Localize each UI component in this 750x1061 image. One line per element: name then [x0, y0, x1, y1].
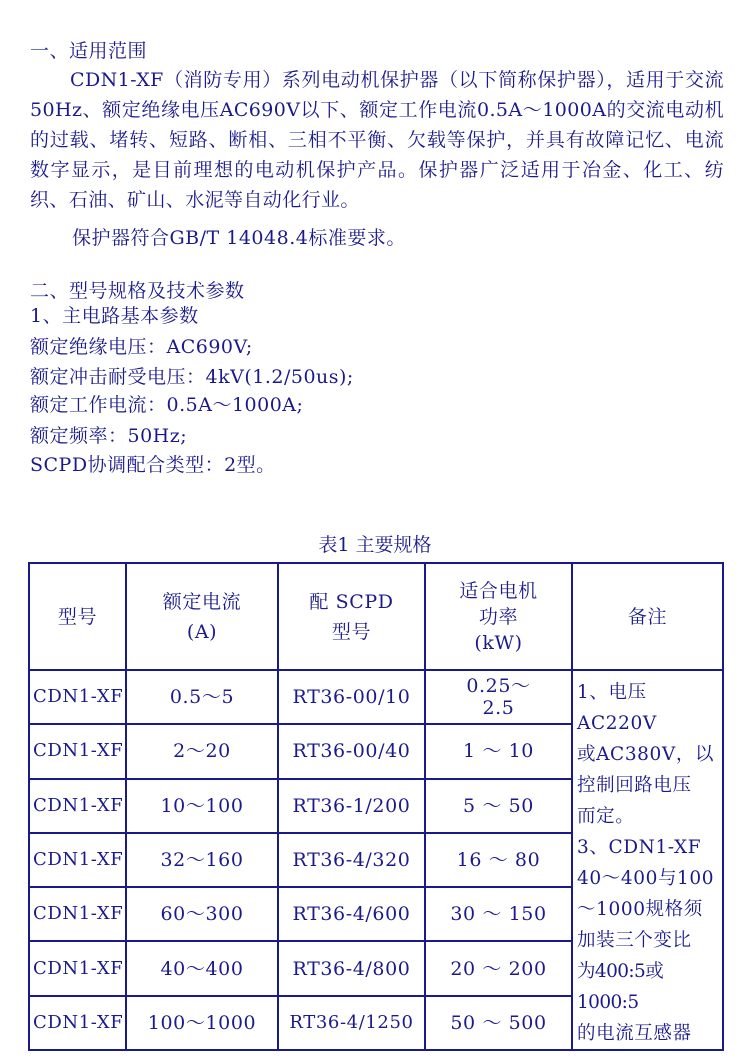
cell-current: 60～300	[126, 887, 278, 941]
note-line: 的电流互感器	[577, 1023, 692, 1044]
cell-model: CDN1-XF	[29, 941, 126, 995]
cell-power-line1: 0.25～	[466, 675, 531, 698]
note-line: 3、CDN1-XF	[577, 837, 702, 858]
header-scpd-model: 型号	[331, 620, 372, 643]
section1-heading: 一、适用范围	[30, 40, 148, 62]
header-rated-current-unit: (A)	[186, 620, 218, 643]
cell-current: 10～100	[126, 779, 278, 833]
header-note: 备注	[572, 563, 723, 670]
cell-scpd: RT36-4/600	[278, 887, 425, 941]
section1-standard-note: 保护器符合GB/T 14048.4标准要求。	[72, 227, 406, 249]
cell-scpd: RT36-00/40	[278, 724, 425, 778]
header-scpd	[278, 563, 425, 670]
cell-current: 0.5～5	[126, 670, 278, 724]
cell-model: CDN1-XF	[29, 670, 126, 724]
cell-power: 1 ～ 10	[425, 724, 572, 778]
note-line: ～1000规格须	[577, 899, 703, 920]
cell-power: 20 ～ 200	[425, 941, 572, 995]
note-line: 或AC380V，以	[577, 744, 715, 765]
cell-scpd: RT36-1/200	[278, 779, 425, 833]
note-line: 40～400与100	[577, 868, 715, 889]
section1-paragraph	[30, 65, 724, 215]
table-caption: 表1 主要规格	[318, 534, 432, 556]
cell-scpd: RT36-00/10	[278, 670, 425, 724]
cell-power: 50 ～ 500	[425, 996, 572, 1050]
section2-sub-heading: 1、主电路基本参数	[30, 305, 199, 327]
note-line: 而定。	[577, 806, 635, 827]
header-scpd-label: 配 SCPD	[309, 590, 394, 613]
header-motor-unit: (kW)	[474, 631, 523, 654]
cell-power: 16 ～ 80	[425, 833, 572, 887]
cell-scpd: RT36-4/1250	[278, 996, 425, 1050]
param-impulse-voltage: 额定冲击耐受电压：4kV(1.2/50us);	[30, 366, 354, 388]
table-row	[29, 670, 723, 724]
cell-current: 2～20	[126, 724, 278, 778]
header-motor-power	[425, 563, 572, 670]
cell-model: CDN1-XF	[29, 996, 126, 1050]
cell-power: 30 ～ 150	[425, 887, 572, 941]
cell-power-line2: 2.5	[482, 697, 515, 720]
param-frequency: 额定频率：50Hz;	[30, 425, 188, 447]
cell-note	[572, 670, 723, 1050]
section2-heading: 二、型号规格及技术参数	[30, 280, 245, 302]
param-scpd-type: SCPD协调配合类型：2型。	[30, 454, 276, 476]
spec-table	[28, 562, 724, 1051]
cell-power: 5 ～ 50	[425, 779, 572, 833]
section1-paragraph-text: CDN1-XF（消防专用）系列电动机保护器（以下简称保护器），适用于交流50Hz、额定绝缘电压AC690V以下、额定工作电流0.5A～1000A的交流电动机的过载、堵转、短路、断相、三相不平衡、欠载等保护，并具有故障记忆、电流数字显示，是目前理想的电动机保护产品。保护器广泛适用于冶金、化工、纺织、石油、矿山、水泥等自动化行业。	[30, 69, 724, 211]
cell-model: CDN1-XF	[29, 724, 126, 778]
cell-power	[425, 670, 572, 724]
note-line: 加装三个变比	[577, 930, 692, 951]
header-motor-label: 适合电机	[459, 579, 538, 602]
header-rated-current	[126, 563, 278, 670]
cell-model: CDN1-XF	[29, 833, 126, 887]
note-line: 控制回路电压	[577, 775, 692, 796]
cell-current: 100～1000	[126, 996, 278, 1050]
cell-scpd: RT36-4/320	[278, 833, 425, 887]
cell-current: 40～400	[126, 941, 278, 995]
header-motor-power-label: 功率	[478, 605, 519, 628]
cell-scpd: RT36-4/800	[278, 941, 425, 995]
header-model: 型号	[29, 563, 126, 670]
param-insulation-voltage: 额定绝缘电压：AC690V;	[30, 336, 253, 358]
cell-current: 32～160	[126, 833, 278, 887]
cell-model: CDN1-XF	[29, 779, 126, 833]
cell-model: CDN1-XF	[29, 887, 126, 941]
note-line: 1、电压AC220V	[577, 682, 657, 734]
table-header-row	[29, 563, 723, 670]
param-operating-current: 额定工作电流：0.5A～1000A;	[30, 394, 304, 416]
header-rated-current-label: 额定电流	[162, 590, 242, 613]
note-line: 为400:5或1000:5	[577, 961, 664, 1013]
